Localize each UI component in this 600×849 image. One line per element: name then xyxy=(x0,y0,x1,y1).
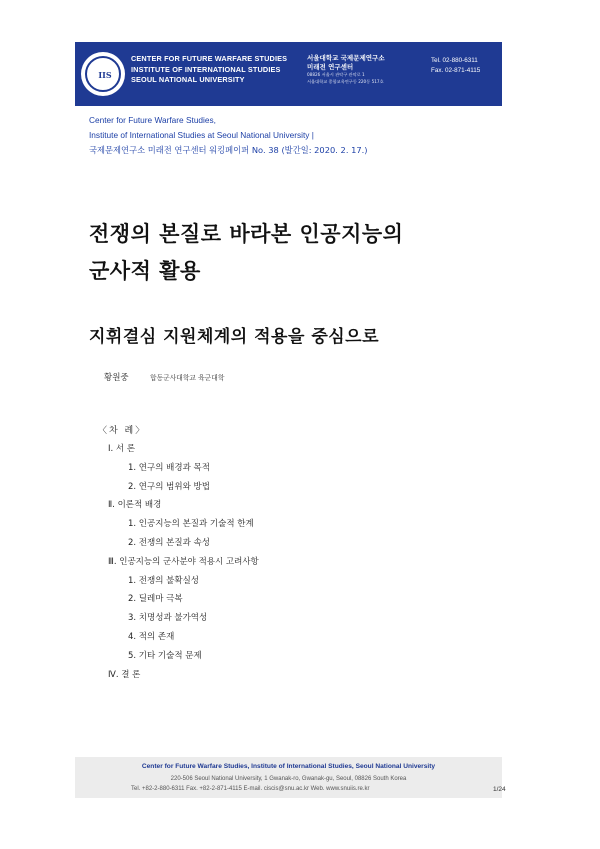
title-line: 전쟁의 본질로 바라본 인공지능의 xyxy=(89,222,404,246)
header-korean-address: 서울대학교 종합교육연구동 220동 517호 xyxy=(307,78,384,84)
toc-subsection: 1. 연구의 배경과 목적 xyxy=(128,462,210,473)
meta-line: Center for Future Warfare Studies, xyxy=(89,115,216,125)
toc-subsection: 4. 적의 존재 xyxy=(128,631,175,642)
toc-subsection: 1. 인공지능의 본질과 기술적 한계 xyxy=(128,519,254,530)
page-title xyxy=(89,216,403,290)
title-line: 군사적 활용 xyxy=(89,259,201,283)
toc-heading: 〈차 례〉 xyxy=(98,426,147,436)
toc-section: Ⅰ. 서 론 xyxy=(108,444,136,454)
header-fax: Fax. 02-871-4115 xyxy=(431,67,481,74)
toc-subsection: 3. 치명성과 불가역성 xyxy=(128,613,208,624)
header-band xyxy=(75,42,502,106)
toc-subsection: 2. 전쟁의 본질과 속성 xyxy=(128,537,210,548)
author-affiliation: 합동군사대학교 육군대학 xyxy=(150,374,225,382)
header-korean-name xyxy=(307,54,385,85)
toc-subsection: 2. 딜레마 극복 xyxy=(128,594,183,605)
header-english-line: SEOUL NATIONAL UNIVERSITY xyxy=(131,75,245,84)
header-english-line: CENTER FOR FUTURE WARFARE STUDIES xyxy=(131,54,288,63)
author-name: 황원중 xyxy=(104,373,129,383)
toc-list xyxy=(98,440,259,684)
footer-contact: Tel. +82-2-880-6311 Fax. +82-2-871-4115 E-mail. ciscis@snu.ac.kr Web. www.snuiis.re.kr xyxy=(131,786,370,792)
seal-text: IIS xyxy=(98,70,112,80)
toc-section: Ⅱ. 이론적 배경 xyxy=(108,500,162,511)
table-of-contents xyxy=(98,423,259,684)
footer-band xyxy=(75,757,506,798)
header-tel: Tel. 02-880-6311 xyxy=(431,57,478,64)
meta-line: 국제문제연구소 미래전 연구센터 워킹페이퍼 No. 38 (발간일: 2020. 2. 17.) xyxy=(89,145,368,155)
meta-line: Institute of International Studies at Seoul National University | xyxy=(89,130,314,140)
toc-subsection: 1. 전쟁의 불확실성 xyxy=(128,575,199,586)
toc-subsection: 5. 기타 기술적 문제 xyxy=(128,650,202,661)
toc-section: Ⅲ. 인공지능의 군사분야 적용시 고려사항 xyxy=(108,556,259,567)
footer-title: Center for Future Warfare Studies, Institute of International Studies, Seoul National University xyxy=(141,763,436,770)
paper-meta xyxy=(89,113,368,158)
university-seal-icon xyxy=(81,52,125,96)
header-korean-center: 미래전 연구센터 xyxy=(307,63,354,71)
header-contact xyxy=(431,56,480,76)
page-number: 1/24 xyxy=(493,786,506,793)
header-english-name xyxy=(131,54,287,86)
header-korean-institute: 서울대학교 국제문제연구소 xyxy=(307,54,385,62)
page-subtitle: 지휘결심 지원체계의 적용을 중심으로 xyxy=(89,327,380,347)
toc-subsection: 2. 연구의 범위와 방법 xyxy=(128,481,210,492)
header-korean-address: 08826 서울시 관악구 관악로 1 xyxy=(307,72,365,77)
header-english-line: INSTITUTE OF INTERNATIONAL STUDIES xyxy=(131,64,281,74)
toc-section: Ⅳ. 결 론 xyxy=(108,669,141,680)
footer-address: 220-506 Seoul National University, 1 Gwanak-ro, Gwanak-gu, Seoul, 08826 South Korea xyxy=(170,776,407,782)
